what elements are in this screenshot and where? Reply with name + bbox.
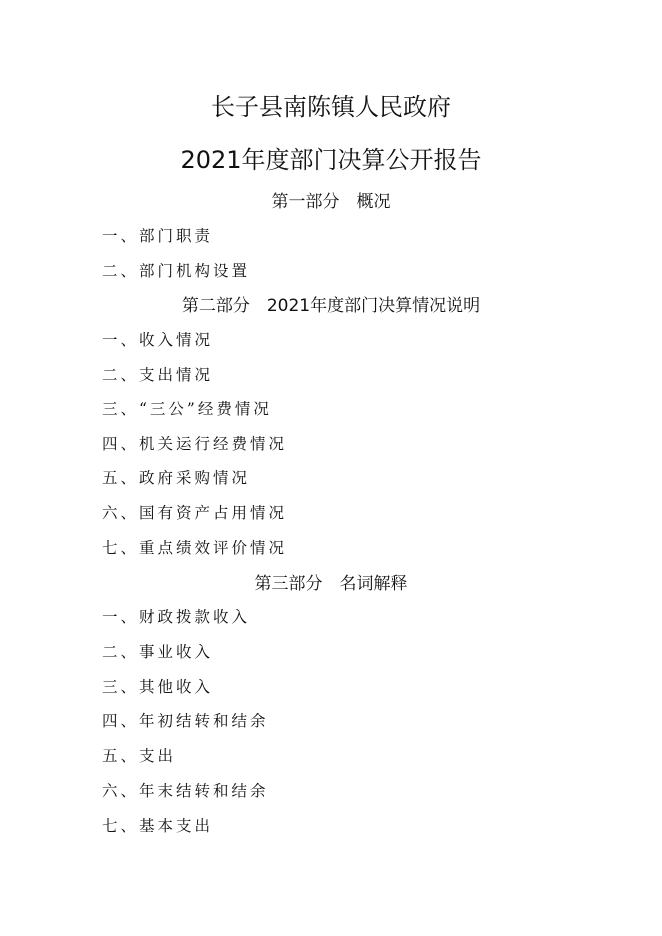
toc-item: 一、财政拨款收入 bbox=[102, 608, 251, 626]
toc-item: 二、部门机构设置 bbox=[102, 262, 251, 280]
toc-item: 四、机关运行经费情况 bbox=[102, 435, 288, 453]
part-2-heading: 第二部分 2021年度部门决算情况说明 bbox=[181, 296, 481, 316]
toc-item: 三、“三公”经费情况 bbox=[102, 400, 272, 418]
toc-item: 七、重点绩效评价情况 bbox=[102, 539, 288, 557]
toc-item: 二、支出情况 bbox=[102, 366, 214, 384]
part-1-heading: 第一部分 概况 bbox=[271, 192, 391, 212]
toc-item: 三、其他收入 bbox=[102, 678, 214, 696]
toc-item: 二、事业收入 bbox=[102, 643, 214, 661]
document-title-report: 2021年度部门决算公开报告 bbox=[180, 146, 482, 174]
document-title-org: 长子县南陈镇人民政府 bbox=[211, 93, 451, 121]
toc-item: 一、部门职责 bbox=[102, 227, 214, 245]
toc-item: 六、国有资产占用情况 bbox=[102, 504, 288, 522]
toc-item: 七、基本支出 bbox=[102, 817, 214, 835]
toc-item: 五、支出 bbox=[102, 747, 177, 765]
toc-item: 四、年初结转和结余 bbox=[102, 712, 269, 730]
toc-item: 一、收入情况 bbox=[102, 331, 214, 349]
toc-item: 五、政府采购情况 bbox=[102, 469, 251, 487]
toc-item: 六、年末结转和结余 bbox=[102, 782, 269, 800]
part-3-heading: 第三部分 名词解释 bbox=[254, 574, 408, 594]
